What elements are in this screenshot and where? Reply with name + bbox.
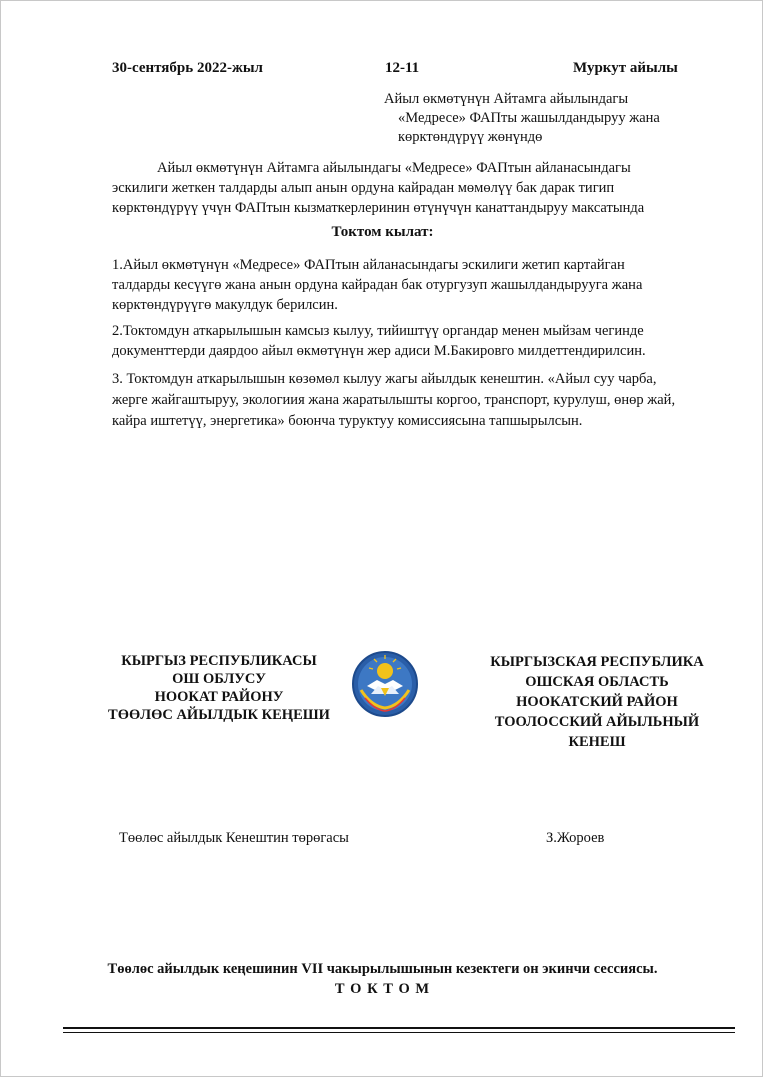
document-number: 12-11 [385,60,420,76]
decision-item-2 [112,321,712,361]
stamp-right-russian [469,652,725,752]
intro-line: көрктөндүрүү үчүн ФАПтын кызматкерлеринин өтүнүчүн канаттандыруу максатында [112,200,645,216]
item-line: жерге жайгаштыруу, экологиия жана жаратылышты коргоо, транспорт, курулуш, өнөр жай, [112,392,676,408]
decision-item-3 [112,369,712,432]
intro-paragraph [112,158,712,218]
footer-session: Төөлөс айылдык кеңешинин VII чакырылышынын кезектеги он экинчи сессиясы. [107,961,658,977]
signature-title: Төөлөс айылдык Кенештин төрөгасы [119,830,349,846]
stamp-line: КЕНЕШ [568,734,626,750]
signature-name: З.Жороев [546,830,605,846]
item-line: талдарды кесүүгө жана анын ордуна кайрадан бак отургузуп жашылдандырууга жана [112,277,643,293]
document-date: 30-сентябрь 2022-жыл [112,60,263,76]
subject-line: Айыл өкмөтүнүн Айтамга айылындагы [384,91,629,107]
decision-item-1 [112,255,712,315]
kyrgyz-state-emblem-icon [351,650,419,718]
item-line: 2.Токтомдун аткарылышын камсыз кылуу, тийиштүү органдар менен мыйзам чегинде [112,323,644,339]
stamp-left-kyrgyz [93,652,345,724]
stamp-line: ТООЛОССКИЙ АЙЫЛЬНЫЙ [494,714,700,730]
stamp-line: ОШ ОБЛУСУ [172,671,266,687]
decision-heading: Токтом кылат: [331,224,434,240]
stamp-line: ОШСКАЯ ОБЛАСТЬ [525,674,669,690]
item-line: 1.Айыл өкмөтүнүн «Медресе» ФАПтын айланасындагы эскилиги жетип картайган [112,257,625,273]
subject-line: «Медресе» ФАПты жашылдандыруу жана [398,110,660,126]
stamp-line: НООКАТ РАЙОНУ [154,689,284,705]
subject-block [384,90,660,147]
stamp-line: КЫРГЫЗСКАЯ РЕСПУБЛИКА [490,654,704,670]
item-line: 3. Токтомдун аткарылышын көзөмөл кылуу жагы айылдык кенештин. «Айыл суу чарба, [112,371,657,387]
subject-line: көрктөндүрүү жөнүндө [398,129,543,145]
footer-rule-top [63,1027,735,1029]
stamp-line: ТӨӨЛӨС АЙЫЛДЫК КЕҢЕШИ [108,707,330,723]
stamp-line: НООКАТСКИЙ РАЙОН [516,694,678,710]
footer-rule-bottom [63,1032,735,1033]
stamp-line: КЫРГЫЗ РЕСПУБЛИКАСЫ [121,653,317,669]
item-line: кайра иштетүү, энергетика» боюнча туруктуу комиссиясына тапшырылсын. [112,413,583,429]
item-line: документтерди даярдоо айыл өкмөтүнүн жер адиси М.Бакировго милдеттендирилсин. [112,343,646,359]
intro-line: эскилиги жеткен талдарды алып анын ордуна кайрадан мөмөлүү бак дарак тигип [112,180,615,196]
document-place: Муркут айылы [573,60,678,76]
item-line: көрктөндүрүүгө макулдук берилсин. [112,297,338,313]
intro-line: Айыл өкмөтүнүн Айтамга айылындагы «Медресе» ФАПтын айланасындагы [157,160,631,176]
footer-doc-type: Т О К Т О М [334,981,431,997]
